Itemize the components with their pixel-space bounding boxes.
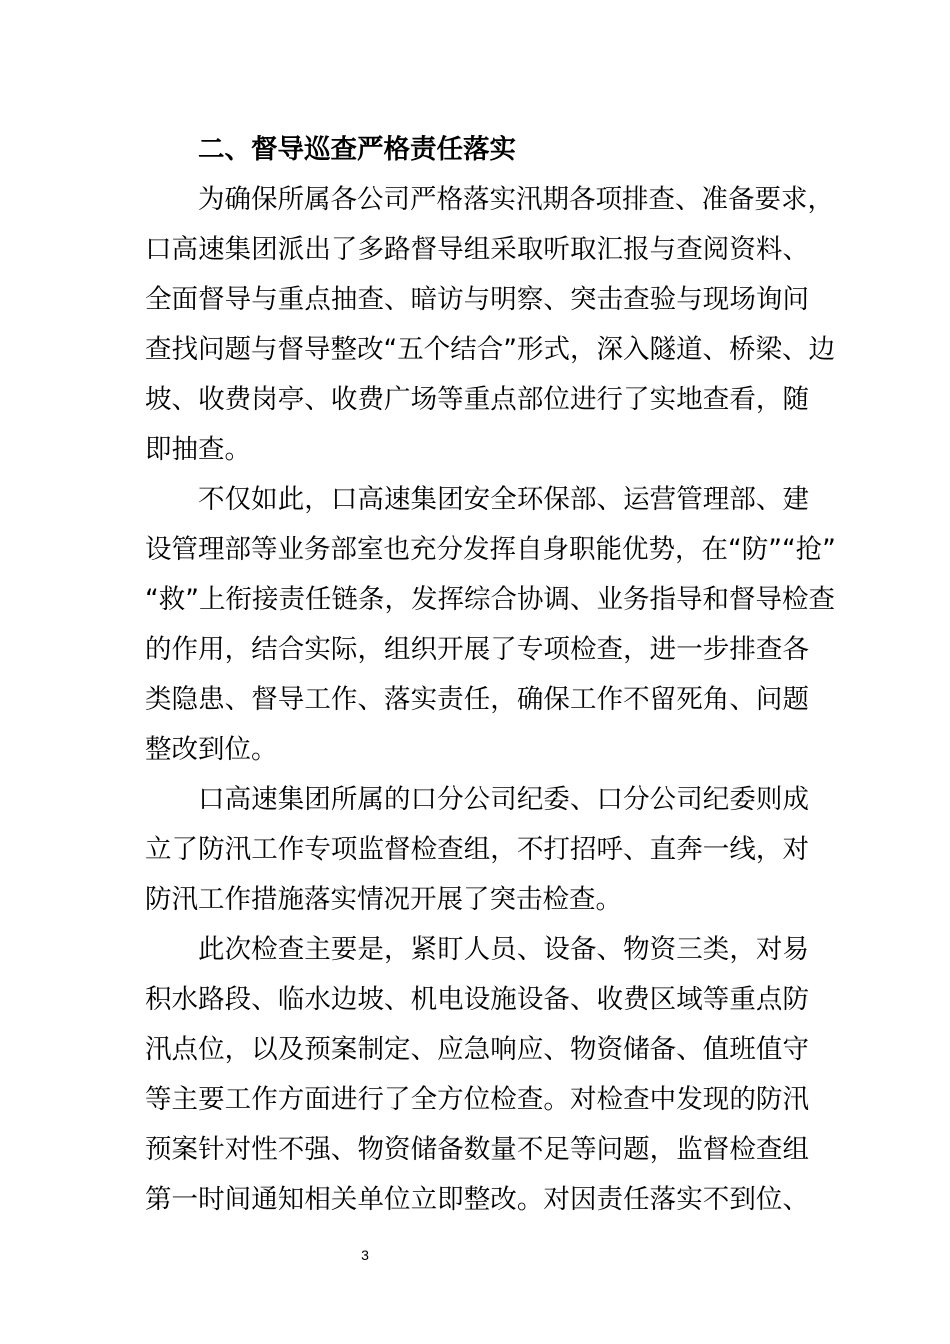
text-line: 第一时间通知相关单位立即整改。对因责任落实不到位、 xyxy=(145,1184,809,1215)
text-line: 立了防汛工作专项监督检查组，不打招呼、直奔一线，对 xyxy=(145,834,809,865)
text-line: “救”上衔接责任链条，发挥综合协调、业务指导和督导检查 xyxy=(145,584,835,615)
text-line: 的作用，结合实际，组织开展了专项检查，进一步排查各 xyxy=(145,634,809,665)
text-line: 口高速集团派出了多路督导组采取听取汇报与查阅资料、 xyxy=(145,234,809,265)
text-line: 整改到位。 xyxy=(145,734,278,765)
paragraph xyxy=(145,175,835,475)
text-line: 口高速集团所属的口分公司纪委、口分公司纪委则成 xyxy=(198,784,809,815)
paragraph xyxy=(145,925,809,1225)
section-heading: 二、督导巡查严格责任落实 xyxy=(198,134,516,165)
text-line: 即抽查。 xyxy=(145,434,251,465)
text-line: 类隐患、督导工作、落实责任，确保工作不留死角、问题 xyxy=(145,684,809,715)
text-line: 防汛工作措施落实情况开展了突击检查。 xyxy=(145,884,622,915)
page-number: 3 xyxy=(361,1247,369,1263)
paragraph xyxy=(145,475,836,775)
text-line: 积水路段、临水边坡、机电设施设备、收费区域等重点防 xyxy=(145,984,809,1015)
text-line: 等主要工作方面进行了全方位检查。对检查中发现的防汛 xyxy=(145,1084,809,1115)
paragraph xyxy=(145,775,809,925)
text-line: 查找问题与督导整改“五个结合”形式，深入隧道、桥梁、边 xyxy=(145,334,835,365)
text-line: 全面督导与重点抽查、暗访与明察、突击查验与现场询问 xyxy=(145,284,809,315)
paragraph-container xyxy=(145,175,836,1225)
text-line: 为确保所属各公司严格落实汛期各项排查、准备要求， xyxy=(198,184,834,215)
text-line: 预案针对性不强、物资储备数量不足等问题，监督检查组 xyxy=(145,1134,809,1165)
document-body xyxy=(145,125,836,1225)
text-line: 坡、收费岗亭、收费广场等重点部位进行了实地查看，随 xyxy=(145,384,809,415)
text-line: 不仅如此，口高速集团安全环保部、运营管理部、建 xyxy=(198,484,809,515)
text-line: 设管理部等业务部室也充分发挥自身职能优势，在“防”“抢” xyxy=(145,534,836,565)
text-line: 汛点位，以及预案制定、应急响应、物资储备、值班值守 xyxy=(145,1034,809,1065)
text-line: 此次检查主要是，紧盯人员、设备、物资三类，对易 xyxy=(198,934,809,965)
